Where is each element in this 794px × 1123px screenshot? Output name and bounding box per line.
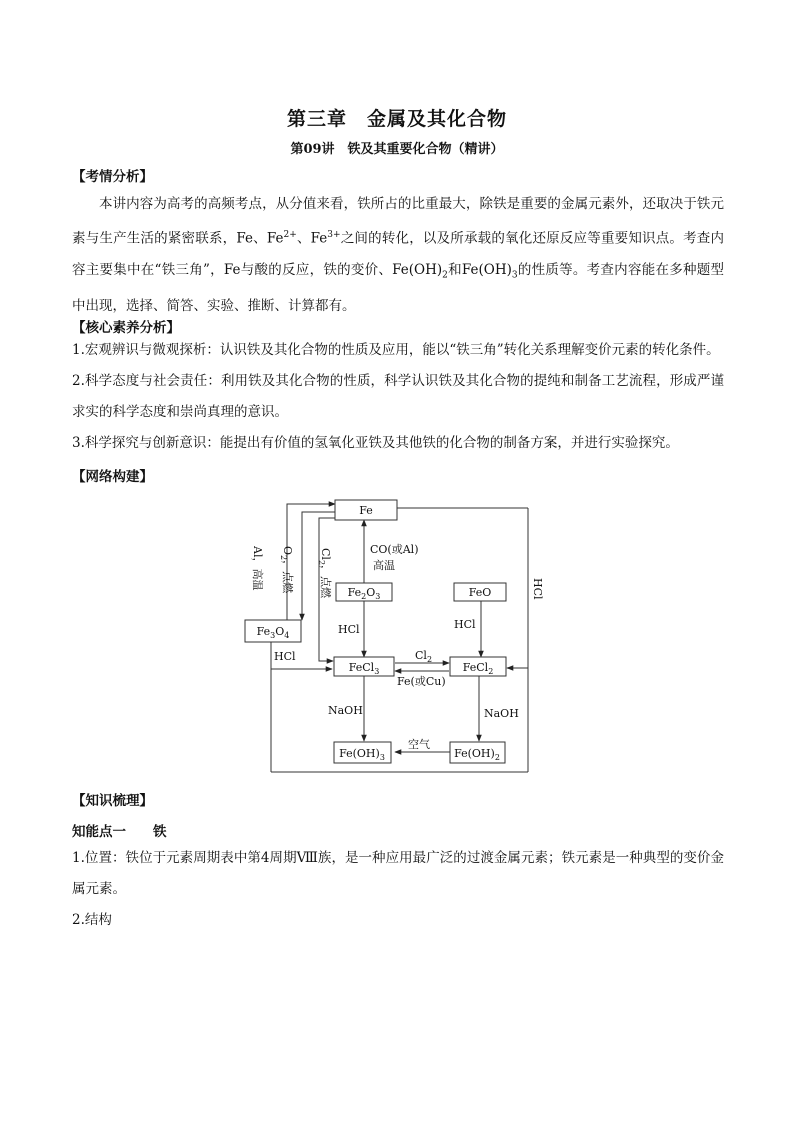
knowledge-item-2: 2.结构 (72, 912, 112, 928)
fe2-charge: 2+ (283, 230, 297, 240)
knowledge-item-1: 1.位置：铁位于元素周期表中第4周期Ⅷ族，是一种应用最广泛的过渡金属元素；铁元素是一种典型的变价金属元素。 (72, 850, 724, 897)
knowledge-heading: 【知识梳理】 (72, 793, 153, 809)
exam-text-3: 之间的转化，以及所承载的氧化还原反应等重要知识点。考查内容主要集中在“铁三角”，Fe与酸的反应，铁的变价、Fe(OH) (72, 230, 724, 278)
feoh3-subscript: 3 (511, 270, 518, 281)
feoh3-node: $Fe(OH)_3$ (339, 747, 385, 762)
feoh2-node: $Fe(OH)_2$ (454, 747, 500, 762)
core-literacy-item-1: 1.宏观辨识与微观探析：认识铁及其化合物的性质及应用，能以“铁三角”转化关系理解变价元素的转化条件。 (72, 342, 720, 358)
exam-text-5: 的性质等。考查内容能在多种题型中出现，选择、简答、实验、推断、计算都有。 (72, 261, 724, 315)
air-label: 空气 (408, 738, 430, 751)
cl2-top-label: $Cl_2$ (415, 649, 433, 664)
exam-analysis-heading: 【考情分析】 (72, 169, 153, 185)
feoh2-subscript: 2 (442, 270, 448, 281)
iron-triangle-diagram (240, 494, 560, 780)
exam-text-2: 、Fe (296, 230, 328, 247)
naoh-left-label: NaOH (328, 704, 363, 717)
core-literacy-heading: 【核心素养分析】 (72, 320, 180, 336)
al-high-temp-label: Al，高温 (251, 546, 264, 591)
hcl-right-label: HCl (531, 578, 544, 600)
co-or-al-label: CO(或Al) (370, 543, 419, 556)
fe3o4-node: $Fe_3O_4$ (256, 625, 290, 640)
fecl2-node: FeCl$_2$ (462, 661, 494, 676)
core-literacy-item-2: 2.科学态度与社会责任：利用铁及其化合物的性质，科学认识铁及其化合物的提纯和制备工艺流程，形成严谨求实的科学态度和崇尚真理的意识。 (72, 373, 724, 420)
exam-analysis-paragraph (72, 189, 724, 322)
lesson-subtitle: 第09讲 铁及其重要化合物（精讲） (290, 142, 504, 157)
network-heading: 【网络构建】 (72, 469, 153, 485)
exam-text-1: 本讲内容为高考的高频考点，从分值来看，铁所占的比重最大，除铁是重要的金属元素外，还取决于铁元素与生产生活的紧密联系，Fe、Fe (72, 196, 724, 247)
fe-node: Fe (359, 504, 373, 517)
fe2o3-node: $Fe_2O_3$ (347, 586, 381, 601)
exam-text-4: 和Fe(OH) (447, 261, 512, 278)
hcl-feo-label: HCl (454, 618, 476, 631)
fe-or-cu-label: Fe(或Cu) (397, 675, 446, 688)
cl2-ignite-label: $Cl_2$，点燃 (317, 548, 332, 599)
hcl-fe3o4-label: HCl (274, 650, 296, 663)
chapter-title: 第三章 金属及其化合物 (286, 108, 507, 130)
naoh-right-label: NaOH (484, 707, 519, 720)
hcl-fe2o3-label: HCl (338, 623, 360, 636)
o2-ignite-label: $O_2$，点燃 (279, 546, 294, 594)
fe3-charge: 3+ (327, 230, 341, 240)
feo-node: FeO (468, 586, 492, 599)
high-temp-label: 高温 (373, 559, 395, 572)
core-literacy-item-3: 3.科学探究与创新意识：能提出有价值的氢氧化亚铁及其他铁的化合物的制备方案，并进行实验探究。 (72, 435, 679, 451)
knowledge-point-1-label: 知能点一 铁 (72, 824, 167, 840)
fecl3-node: FeCl$_3$ (348, 661, 380, 676)
